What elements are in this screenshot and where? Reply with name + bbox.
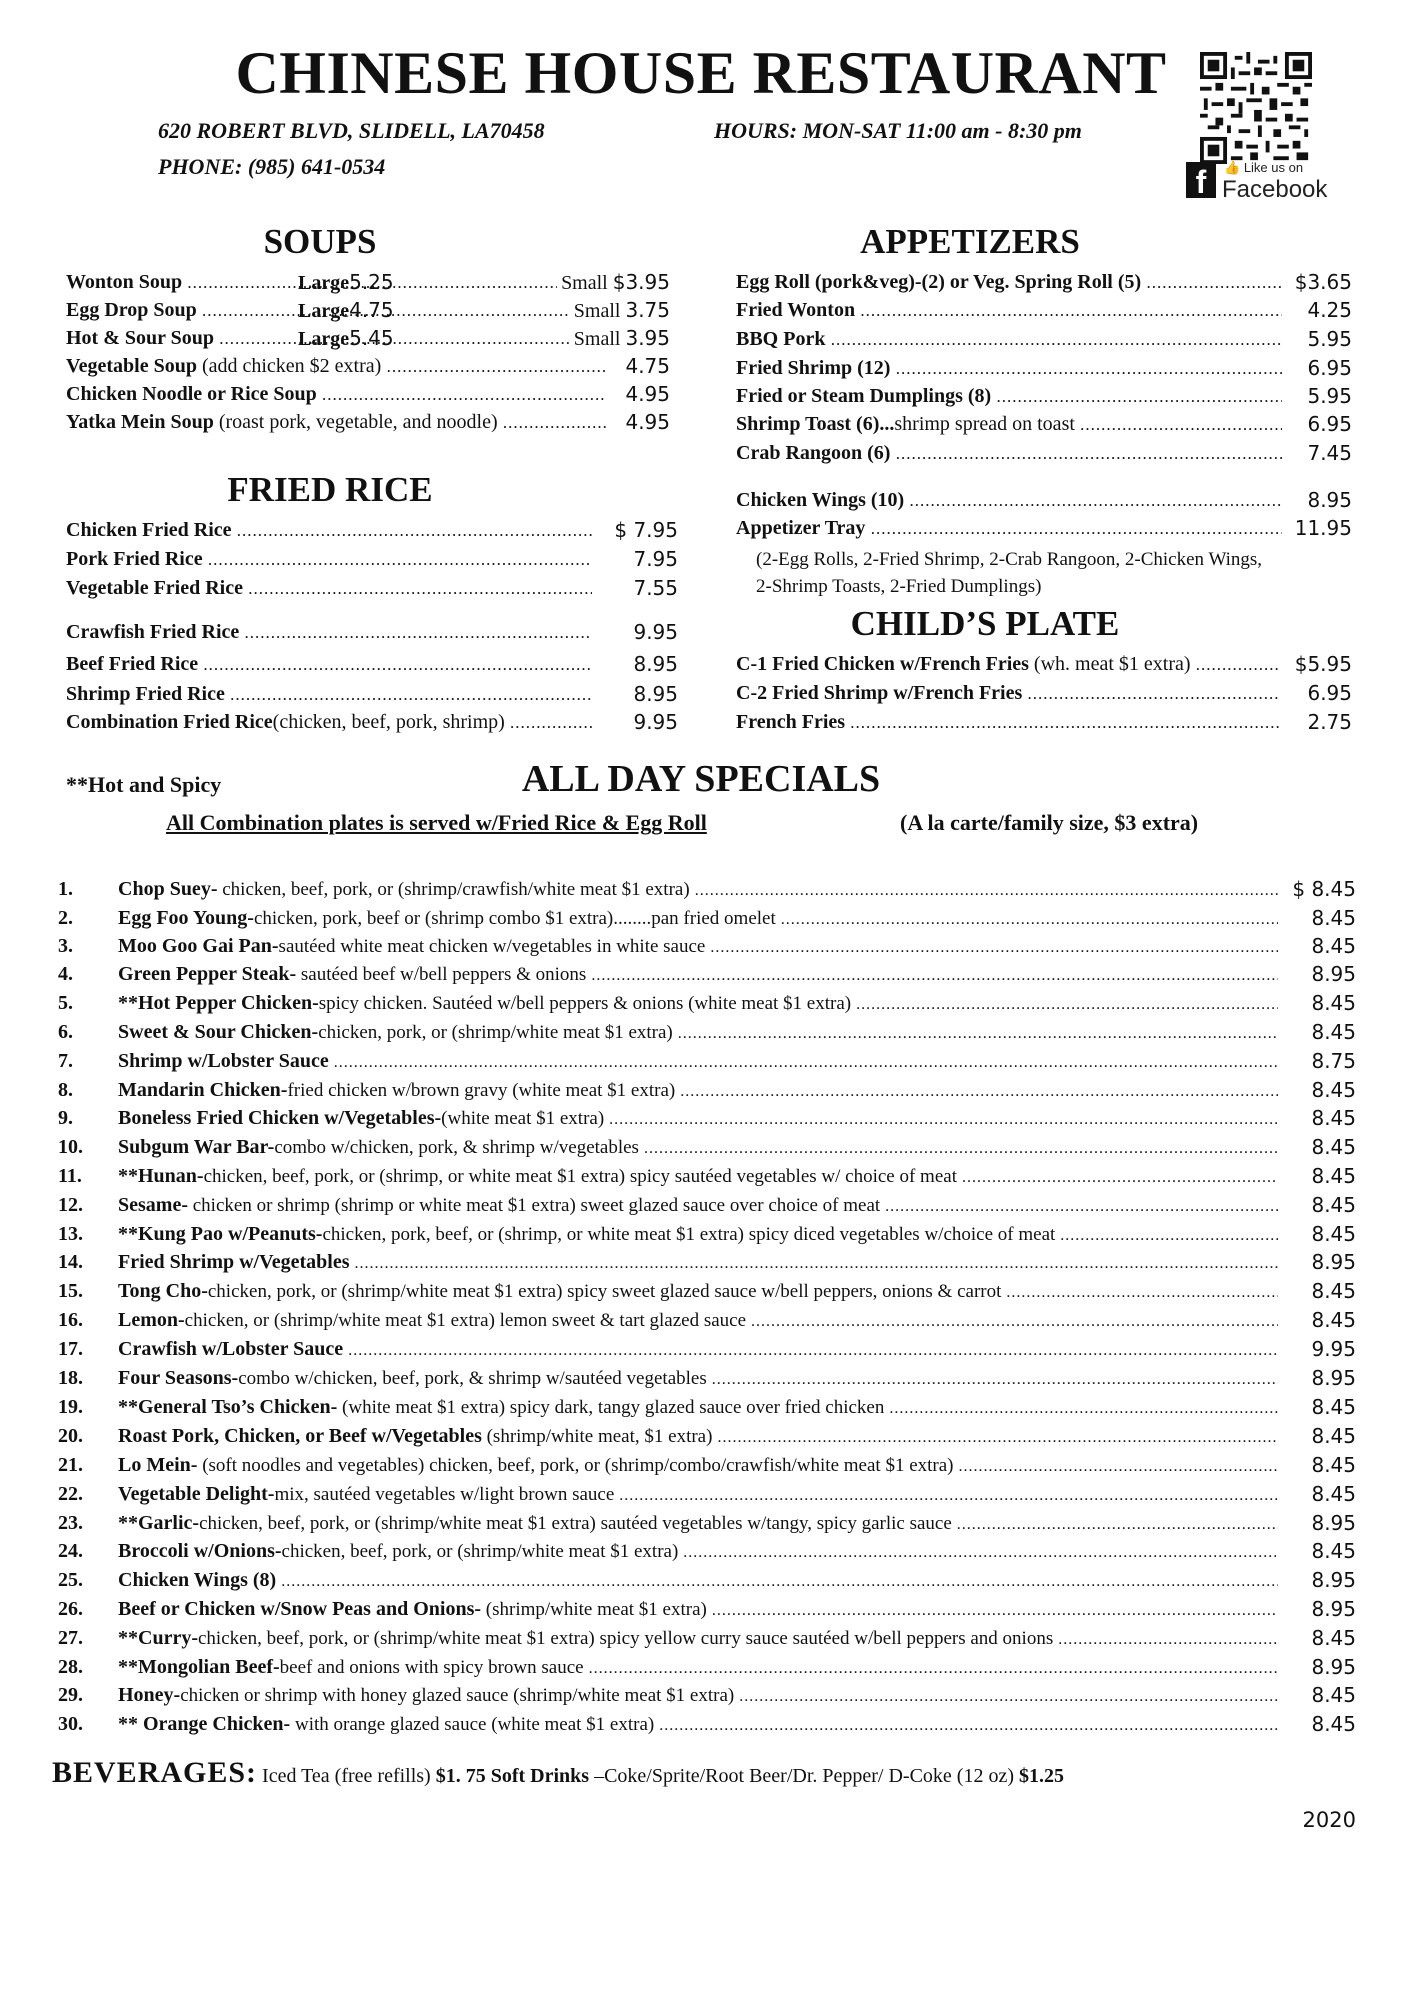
special-number: 19. <box>58 1396 83 1418</box>
special-number: 18. <box>58 1367 83 1389</box>
special-desc: Boneless Fried Chicken w/Vegetables-(white meat $1 extra) ..... <box>118 1104 1278 1134</box>
tray-note-line1: (2-Egg Rolls, 2-Fried Shrimp, 2-Crab Rangoon, 2-Chicken Wings, <box>756 549 1263 570</box>
special-number: 7. <box>58 1050 73 1072</box>
special-price: 8.95 <box>1311 1511 1356 1535</box>
special-desc: Crawfish w/Lobster Sauce ..... <box>118 1335 1278 1365</box>
menu-item: Fried Wonton ..... 4.25 <box>736 296 1352 324</box>
special-number: 13. <box>58 1223 83 1245</box>
menu-item: C-2 Fried Shrimp w/French Fries ..... 6.95 <box>736 679 1352 707</box>
special-item <box>58 960 1356 989</box>
special-price: 8.45 <box>1311 1193 1356 1217</box>
childs-plate-heading: CHILD’S PLATE <box>850 604 1120 643</box>
special-desc: Lemon-chicken, or (shrimp/white meat $1 extra) lemon sweet & tart glazed sauce ..... <box>118 1306 1278 1336</box>
special-number: 27. <box>58 1627 83 1649</box>
menu-item: Combination Fried Rice(chicken, beef, pork, shrimp) ..... 9.95 <box>66 708 678 736</box>
special-number: 24. <box>58 1540 83 1562</box>
special-number: 29. <box>58 1684 83 1706</box>
special-item <box>58 1018 1356 1047</box>
special-number: 26. <box>58 1598 83 1620</box>
special-number: 4. <box>58 963 73 985</box>
special-number: 28. <box>58 1656 83 1678</box>
special-number: 15. <box>58 1280 83 1302</box>
tray-note-line2: 2-Shrimp Toasts, 2-Fried Dumplings) <box>756 576 1042 597</box>
special-desc: Sesame- chicken or shrimp (shrimp or white meat $1 extra) sweet glazed sauce over choice of meat ..... <box>118 1191 1278 1221</box>
special-desc: Honey-chicken or shrimp with honey glazed sauce (shrimp/white meat $1 extra) ..... <box>118 1681 1278 1711</box>
special-desc: Chop Suey- chicken, beef, pork, or (shrimp/crawfish/white meat $1 extra) ..... <box>118 875 1278 905</box>
special-price: 8.45 <box>1311 1106 1356 1130</box>
special-desc: Subgum War Bar-combo w/chicken, pork, & shrimp w/vegetables ..... <box>118 1133 1278 1163</box>
special-price: 8.95 <box>1311 1366 1356 1390</box>
menu-item: Vegetable Fried Rice ..... 7.55 <box>66 574 678 602</box>
special-number: 16. <box>58 1309 83 1331</box>
special-item <box>58 1480 1356 1509</box>
menu-item: C-1 Fried Chicken w/French Fries (wh. meat $1 extra) ..... $5.95 <box>736 650 1352 678</box>
appetizers-heading: APPETIZERS <box>860 222 1080 261</box>
specials-heading: ALL DAY SPECIALS <box>521 758 881 800</box>
menu-item: Fried or Steam Dumplings (8) ..... 5.95 <box>736 382 1352 410</box>
special-price: 8.95 <box>1311 1655 1356 1679</box>
menu-item: Wonton Soup ..... Large5.25 Small $3.95 <box>66 268 670 296</box>
special-desc: Chicken Wings (8) ..... <box>118 1566 1278 1596</box>
fried-rice-heading: FRIED RICE <box>227 470 433 509</box>
special-item <box>58 1566 1356 1595</box>
special-desc: Four Seasons-combo w/chicken, beef, pork, & shrimp w/sautéed vegetables ..... <box>118 1364 1278 1394</box>
special-desc: Mandarin Chicken-fried chicken w/brown gravy (white meat $1 extra) ..... <box>118 1076 1278 1106</box>
special-item <box>58 1277 1356 1306</box>
special-desc: Roast Pork, Chicken, or Beef w/Vegetables (shrimp/white meat, $1 extra) ..... <box>118 1422 1278 1452</box>
special-item <box>58 1624 1356 1653</box>
menu-item: BBQ Pork ..... 5.95 <box>736 325 1352 353</box>
menu-item: Vegetable Soup (add chicken $2 extra) ..... 4.75 <box>66 352 670 380</box>
restaurant-title: CHINESE HOUSE RESTAURANT <box>235 40 1167 106</box>
special-item <box>58 1509 1356 1538</box>
menu-item: Crab Rangoon (6) ..... 7.45 <box>736 439 1352 467</box>
special-price: 8.45 <box>1311 991 1356 1015</box>
menu-item: Appetizer Tray ..... 11.95 <box>736 514 1352 542</box>
special-item <box>58 1047 1356 1076</box>
special-item <box>58 1248 1356 1277</box>
special-price: 8.45 <box>1311 1424 1356 1448</box>
special-number: 22. <box>58 1483 83 1505</box>
special-item <box>58 1681 1356 1710</box>
special-price: 8.45 <box>1311 1222 1356 1246</box>
special-desc: **Garlic-chicken, beef, pork, or (shrimp/white meat $1 extra) sautéed vegetables w/tangy, spicy garlic sauce ..... <box>118 1509 1278 1539</box>
special-item <box>58 875 1356 904</box>
special-number: 20. <box>58 1425 83 1447</box>
special-desc: Shrimp w/Lobster Sauce ..... <box>118 1047 1278 1077</box>
year-label: 2020 <box>1302 1808 1356 1832</box>
special-number: 14. <box>58 1251 83 1273</box>
menu-item: Hot & Sour Soup ..... Large5.45 Small 3.95 <box>66 324 670 352</box>
like-us-label: 👍 Like us on <box>1224 160 1304 175</box>
special-item <box>58 1364 1356 1393</box>
special-item <box>58 1451 1356 1480</box>
facebook-label: Facebook <box>1222 176 1328 203</box>
special-desc: **Mongolian Beef-beef and onions with spicy brown sauce ..... <box>118 1653 1278 1683</box>
menu-item: Egg Roll (pork&veg)-(2) or Veg. Spring Roll (5) ..... $3.65 <box>736 268 1352 296</box>
menu-item: Egg Drop Soup ..... Large4.75 Small 3.75 <box>66 296 670 324</box>
menu-item: Chicken Fried Rice ..... $ 7.95 <box>66 516 678 544</box>
special-item <box>58 1710 1356 1739</box>
special-price: 8.45 <box>1311 1279 1356 1303</box>
special-number: 9. <box>58 1107 73 1129</box>
special-desc: Vegetable Delight-mix, sautéed vegetables w/light brown sauce ..... <box>118 1480 1278 1510</box>
special-number: 12. <box>58 1194 83 1216</box>
menu-item: Pork Fried Rice ..... 7.95 <box>66 545 678 573</box>
special-item <box>58 1191 1356 1220</box>
special-number: 10. <box>58 1136 83 1158</box>
special-item <box>58 932 1356 961</box>
beverages-heading: BEVERAGES: <box>52 1756 258 1789</box>
special-number: 25. <box>58 1569 83 1591</box>
special-price: 8.45 <box>1311 1482 1356 1506</box>
special-item <box>58 1422 1356 1451</box>
special-price: 8.95 <box>1311 1568 1356 1592</box>
special-item <box>58 1306 1356 1335</box>
special-item <box>58 1104 1356 1133</box>
combo-note: All Combination plates is served w/Fried Rice & Egg Roll <box>166 810 707 835</box>
special-price: 8.95 <box>1311 962 1356 986</box>
special-desc: Green Pepper Steak- sautéed beef w/bell peppers & onions ..... <box>118 960 1278 990</box>
alacarte-note: (A la carte/family size, $3 extra) <box>900 810 1199 835</box>
menu-item: Shrimp Toast (6)...shrimp spread on toast ..... 6.95 <box>736 410 1352 438</box>
special-number: 17. <box>58 1338 83 1360</box>
special-item <box>58 904 1356 933</box>
special-price: 8.45 <box>1311 1135 1356 1159</box>
special-price: 8.45 <box>1311 1712 1356 1736</box>
hot-spicy-note: **Hot and Spicy <box>66 772 222 797</box>
special-item <box>58 1537 1356 1566</box>
special-desc: ** Orange Chicken- with orange glazed sauce (white meat $1 extra) ..... <box>118 1710 1278 1740</box>
special-price: 8.95 <box>1311 1250 1356 1274</box>
special-desc: Tong Cho-chicken, pork, or (shrimp/white meat $1 extra) spicy sweet glazed sauce w/bell peppers, onions & carrot ..... <box>118 1277 1278 1307</box>
special-desc: Beef or Chicken w/Snow Peas and Onions- (shrimp/white meat $1 extra) ..... <box>118 1595 1278 1625</box>
special-desc: **Hot Pepper Chicken-spicy chicken. Sautéed w/bell peppers & onions (white meat $1 extra) ..... <box>118 989 1278 1019</box>
menu-item: Chicken Wings (10) ..... 8.95 <box>736 486 1352 514</box>
special-desc: Egg Foo Young-chicken, pork, beef or (shrimp combo $1 extra)........pan fried omelet ..... <box>118 904 1278 934</box>
special-desc: Lo Mein- (soft noodles and vegetables) chicken, beef, pork, or (shrimp/combo/crawfish/white meat $1 extra) ..... <box>118 1451 1278 1481</box>
special-number: 6. <box>58 1021 73 1043</box>
special-price: 8.45 <box>1311 1453 1356 1477</box>
facebook-icon: f <box>1186 162 1216 198</box>
special-desc: Sweet & Sour Chicken-chicken, pork, or (shrimp/white meat $1 extra) ..... <box>118 1018 1278 1048</box>
menu-item: French Fries ..... 2.75 <box>736 708 1352 736</box>
special-desc: **Curry-chicken, beef, pork, or (shrimp/white meat $1 extra) spicy yellow curry sauce sautéed w/bell peppers and onions ..... <box>118 1624 1278 1654</box>
facebook-badge[interactable] <box>1186 162 1346 202</box>
special-price: 8.45 <box>1311 1164 1356 1188</box>
menu-item: Shrimp Fried Rice ..... 8.95 <box>66 680 678 708</box>
special-item <box>58 1162 1356 1191</box>
special-number: 11. <box>58 1165 82 1187</box>
special-desc: **Kung Pao w/Peanuts-chicken, pork, beef, or (shrimp, or white meat $1 extra) spicy diced vegetables w/choice of meat ..... <box>118 1220 1278 1250</box>
special-desc: Moo Goo Gai Pan-sautéed white meat chicken w/vegetables in white sauce ..... <box>118 932 1278 962</box>
menu-item: Yatka Mein Soup (roast pork, vegetable, and noodle) ..... 4.95 <box>66 408 670 436</box>
special-desc: **General Tso’s Chicken- (white meat $1 extra) spicy dark, tangy glazed sauce over fried chicken ..... <box>118 1393 1278 1423</box>
special-desc: Broccoli w/Onions-chicken, beef, pork, or (shrimp/white meat $1 extra) ..... <box>118 1537 1278 1567</box>
soups-heading: SOUPS <box>263 222 377 261</box>
special-price: 8.45 <box>1311 1020 1356 1044</box>
special-number: 30. <box>58 1713 83 1735</box>
menu-item: Chicken Noodle or Rice Soup ..... 4.95 <box>66 380 670 408</box>
special-item <box>58 989 1356 1018</box>
special-price: 8.45 <box>1311 934 1356 958</box>
special-number: 1. <box>58 878 73 900</box>
special-price: 8.45 <box>1311 1308 1356 1332</box>
special-desc: Fried Shrimp w/Vegetables ..... <box>118 1248 1278 1278</box>
special-item <box>58 1133 1356 1162</box>
special-item <box>58 1653 1356 1682</box>
thumbs-up-icon: 👍 <box>1224 160 1241 175</box>
special-price: 8.75 <box>1311 1049 1356 1073</box>
beverages-line: BEVERAGES: Iced Tea (free refills) $1. 75 Soft Drinks –Coke/Sprite/Root Beer/Dr. Pepper/ D-Coke (12 oz) $1.25 <box>52 1756 1064 1789</box>
special-item <box>58 1335 1356 1364</box>
menu-item: Fried Shrimp (12) ..... 6.95 <box>736 354 1352 382</box>
qr-code-icon[interactable] <box>1200 52 1312 164</box>
special-price: 8.45 <box>1311 1683 1356 1707</box>
special-number: 21. <box>58 1454 83 1476</box>
special-number: 5. <box>58 992 73 1014</box>
special-number: 8. <box>58 1079 73 1101</box>
menu-item: Beef Fried Rice ..... 8.95 <box>66 650 678 678</box>
special-number: 23. <box>58 1512 83 1534</box>
special-price: 8.45 <box>1311 906 1356 930</box>
special-price: 9.95 <box>1311 1337 1356 1361</box>
special-price: 8.95 <box>1311 1597 1356 1621</box>
special-price: 8.45 <box>1311 1626 1356 1650</box>
special-desc: **Hunan-chicken, beef, pork, or (shrimp, or white meat $1 extra) spicy sautéed vegetables w/ choice of meat ..... <box>118 1162 1278 1192</box>
hours: HOURS: MON-SAT 11:00 am - 8:30 pm <box>714 118 1082 143</box>
special-price: 8.45 <box>1311 1539 1356 1563</box>
special-item <box>58 1595 1356 1624</box>
menu-item: Crawfish Fried Rice ..... 9.95 <box>66 618 678 646</box>
address: 620 ROBERT BLVD, SLIDELL, LA70458 <box>158 118 545 143</box>
phone: PHONE: (985) 641-0534 <box>158 154 386 179</box>
special-price: 8.45 <box>1311 1078 1356 1102</box>
special-price: 8.45 <box>1311 1395 1356 1419</box>
special-item <box>58 1076 1356 1105</box>
special-item <box>58 1220 1356 1249</box>
special-item <box>58 1393 1356 1422</box>
special-number: 2. <box>58 907 73 929</box>
special-number: 3. <box>58 935 73 957</box>
special-price: $ 8.45 <box>1292 877 1356 901</box>
